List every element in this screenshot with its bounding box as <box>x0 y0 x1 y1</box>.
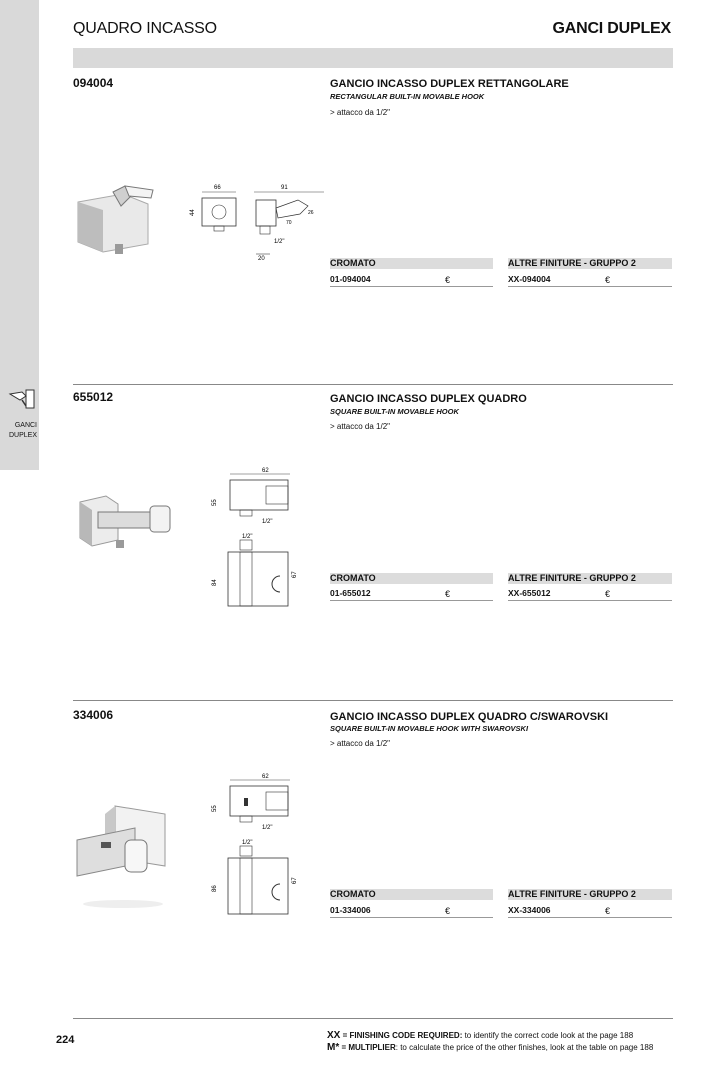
product-note: > attacco da 1/2" <box>330 108 390 117</box>
product-section <box>73 700 673 1010</box>
currency-symbol: € <box>445 275 451 285</box>
svg-text:66: 66 <box>214 185 221 191</box>
other-finish-code-row <box>508 586 672 601</box>
other-finish-label: ALTRE FINITURE - GRUPPO 2 <box>508 573 672 584</box>
other-finish-code: XX-334006 <box>508 905 551 915</box>
product-code: 655012 <box>73 390 114 404</box>
currency-symbol: € <box>445 906 451 916</box>
hook-icon <box>8 386 38 414</box>
other-finish-code: XX-655012 <box>508 588 551 598</box>
finish-code: 01-334006 <box>330 905 371 915</box>
finish-code: 01-655012 <box>330 588 371 598</box>
product-code: 094004 <box>73 76 114 90</box>
technical-drawing <box>210 772 310 922</box>
finish-label: CROMATO <box>330 258 493 269</box>
product-subtitle: SQUARE BUILT-IN MOVABLE HOOK WITH SWAROVSKI <box>330 724 529 733</box>
currency-symbol: € <box>605 275 611 285</box>
svg-text:1/2": 1/2" <box>274 239 285 245</box>
other-finish-code: XX-094004 <box>508 274 551 284</box>
finish-label: CROMATO <box>330 889 493 900</box>
section-divider <box>73 700 673 701</box>
footer-note-multiplier: M* = MULTIPLIER: to calculate the price of the other finishes, look at the table on page 188 <box>327 1042 654 1053</box>
svg-text:44: 44 <box>190 209 196 216</box>
section-divider <box>73 384 673 385</box>
svg-text:62: 62 <box>262 468 269 474</box>
svg-text:1/2": 1/2" <box>262 825 273 831</box>
page-number: 224 <box>56 1034 75 1046</box>
svg-text:55: 55 <box>212 499 218 506</box>
svg-text:1/2": 1/2" <box>262 519 273 525</box>
finish-label: CROMATO <box>330 573 493 584</box>
footer-note-finishing-code: XX = FINISHING CODE REQUIRED: to identify the correct code look at the page 188 <box>327 1030 634 1041</box>
product-photo <box>76 490 176 552</box>
svg-text:62: 62 <box>262 774 269 780</box>
finish-code-row <box>330 272 493 287</box>
svg-text:91: 91 <box>281 185 288 191</box>
finish-code-row <box>330 586 493 601</box>
currency-symbol: € <box>605 906 611 916</box>
finish-code: 01-094004 <box>330 274 371 284</box>
technical-drawing <box>190 180 326 264</box>
svg-text:55: 55 <box>212 805 218 812</box>
svg-text:1/2": 1/2" <box>242 534 253 540</box>
other-finish-label: ALTRE FINITURE - GRUPPO 2 <box>508 258 672 269</box>
svg-text:84: 84 <box>212 579 218 586</box>
svg-text:67: 67 <box>292 571 298 578</box>
side-category-label: GANCI DUPLEX <box>8 422 37 439</box>
page-title: QUADRO INCASSO <box>73 20 217 37</box>
product-photo <box>75 800 171 910</box>
product-section <box>73 72 673 372</box>
header-bar <box>73 48 673 68</box>
product-title: GANCIO INCASSO DUPLEX QUADRO C/SWAROVSKI <box>330 711 609 723</box>
product-note: > attacco da 1/2" <box>330 422 390 431</box>
other-finish-code-row <box>508 272 672 287</box>
finish-code-row <box>330 903 493 918</box>
product-section <box>73 384 673 684</box>
footer-divider <box>73 1018 673 1019</box>
other-finish-code-row <box>508 903 672 918</box>
svg-text:67: 67 <box>292 877 298 884</box>
svg-text:70: 70 <box>286 220 292 226</box>
currency-symbol: € <box>605 589 611 599</box>
svg-text:20: 20 <box>258 256 265 262</box>
product-photo <box>73 182 155 257</box>
product-subtitle: SQUARE BUILT-IN MOVABLE HOOK <box>330 407 459 416</box>
svg-text:1/2": 1/2" <box>242 840 253 846</box>
product-subtitle: RECTANGULAR BUILT-IN MOVABLE HOOK <box>330 92 485 101</box>
product-note: > attacco da 1/2" <box>330 739 390 748</box>
svg-text:26: 26 <box>308 210 314 216</box>
section-title: GANCI DUPLEX <box>552 20 671 37</box>
product-title: GANCIO INCASSO DUPLEX RETTANGOLARE <box>330 78 569 90</box>
svg-text:86: 86 <box>212 885 218 892</box>
product-title: GANCIO INCASSO DUPLEX QUADRO <box>330 393 527 405</box>
currency-symbol: € <box>445 589 451 599</box>
technical-drawing <box>210 466 310 611</box>
product-code: 334006 <box>73 708 114 722</box>
other-finish-label: ALTRE FINITURE - GRUPPO 2 <box>508 889 672 900</box>
